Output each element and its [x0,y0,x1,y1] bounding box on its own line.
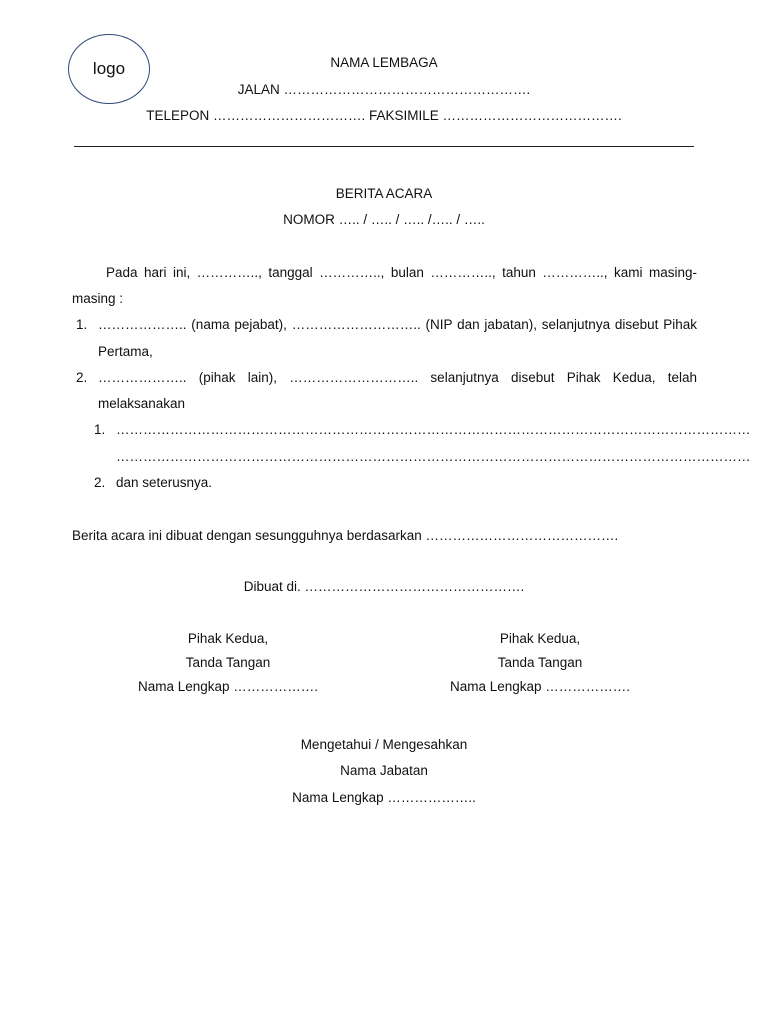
item-1-line-1: ……………….. (nama pejabat), ……………………….. (NIP dan jabatan), selanjutnya disebut Pihak [98,317,697,332]
signature-left [108,631,348,694]
header-separator [74,146,694,147]
sub-item-1-number: 1. [94,422,106,437]
item-1-line-2: Pertama, [98,344,153,359]
signature-left-name: Nama Lengkap ………………. [137,679,319,694]
signature-right-sign: Tanda Tangan [497,655,583,670]
signature-right-party: Pihak Kedua, [499,631,581,646]
signature-right-name: Nama Lengkap ………………. [449,679,631,694]
document-title: BERITA ACARA [335,186,433,201]
signature-left-party: Pihak Kedua, [187,631,269,646]
approval-name: Nama Lengkap ……………….. [292,790,476,805]
item-2-line-1: ……………….. (pihak lain), ……………………….. selanjutnya disebut Pihak Kedua, telah [98,370,697,385]
signature-left-sign: Tanda Tangan [185,655,271,670]
approval-label: Mengetahui / Mengesahkan [300,737,468,752]
opening-line-2: masing : [72,291,124,306]
approval-position: Nama Jabatan [340,763,428,778]
closing-statement: Berita acara ini dibuat dengan sesungguhnya berdasarkan ……………………………………. [72,528,619,543]
org-contact: TELEPON ……………………………. FAKSIMILE …………………………………. [146,108,622,123]
org-name: NAMA LEMBAGA [330,55,438,70]
logo-text: logo [92,59,126,78]
sub-item-1-line-2: …………………………………………………………………………………………………………………………… [116,449,751,464]
sub-item-2-text: dan seterusnya. [116,475,213,490]
item-2-number: 2. [76,370,88,385]
item-2-line-2: melaksanakan [98,396,186,411]
signature-right [420,631,660,694]
place-line: Dibuat di. …………………………………………. [243,579,525,594]
opening-line-1: Pada hari ini, ………….., tanggal ………….., bulan ………….., tahun ………….., kami masing- [106,265,697,280]
sub-item-2-number: 2. [94,475,106,490]
document-number: NOMOR ….. / ….. / ….. /….. / ….. [283,212,485,227]
org-address: JALAN ………………………………………………. [237,82,531,97]
item-1-number: 1. [76,317,88,332]
sub-item-1-line-1: …………………………………………………………………………………………………………………………… [116,422,751,437]
